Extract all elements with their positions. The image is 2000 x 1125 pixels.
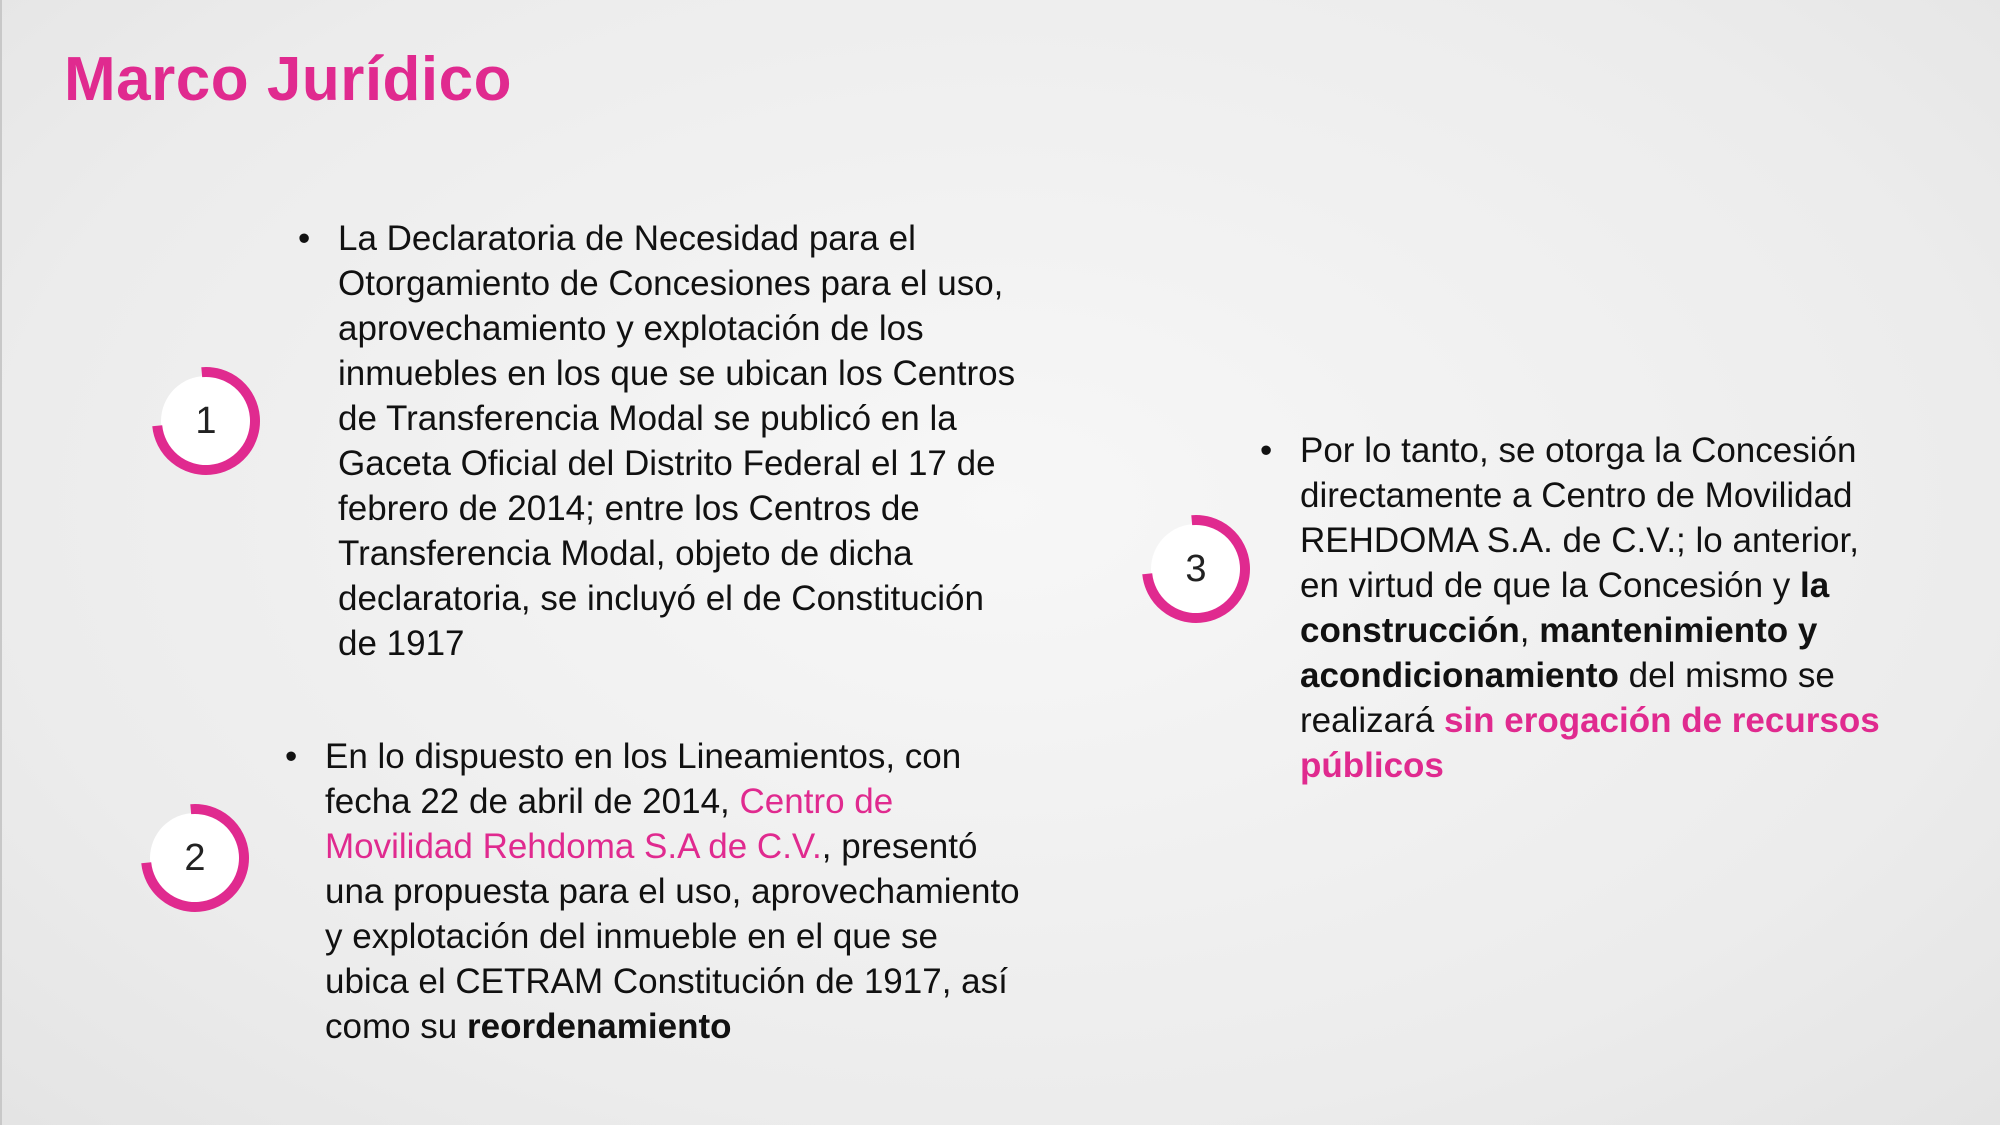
step-number: 3	[1185, 547, 1207, 590]
step-marker-2	[136, 799, 254, 917]
step-marker-3	[1137, 510, 1255, 628]
page-title: Marco Jurídico	[64, 45, 512, 114]
step-number: 2	[184, 836, 206, 879]
company-highlight: Centro de Movilidad Rehdoma S.A de C.V.	[325, 782, 894, 866]
bold-text: la construcción	[1300, 566, 1830, 650]
step-number: 1	[195, 399, 217, 442]
item-text: La Declaratoria de Necesidad para el Otorgamiento de Concesiones para el uso, aprovechamiento y explotación de los inmuebles en los que se ubican los Centros de Transferencia Modal se publicó en la Gaceta Oficial del Distrito Federal el 17 de febrero de 2014; entre los Centros de Transferencia Modal, objeto de dicha declaratoria, se incluyó el de Constitución de 1917	[338, 219, 1016, 663]
highlight-text: sin erogación de recursos públicos	[1300, 701, 1880, 785]
list-item	[298, 216, 1018, 666]
bullet-icon: •	[1260, 431, 1273, 470]
bold-text: mantenimiento y acondicionamiento	[1300, 611, 1818, 695]
list-item	[285, 734, 1025, 1049]
bullet-icon: •	[298, 219, 311, 258]
step-marker-1	[147, 362, 265, 480]
item-text: En lo dispuesto en los Lineamientos, con fecha 22 de abril de 2014, Centro de Movilidad Rehdoma S.A de C.V., presentó una propuesta para el uso, aprovechamiento y explotación del inmueble en el que se ubica el CETRAM Constitución de 1917, así como su reordenamiento	[325, 737, 1020, 1046]
item-text: Por lo tanto, se otorga la Concesión directamente a Centro de Movilidad REHDOMA S.A. de C.V.; lo anterior, en virtud de que la Concesión y la construcción, mantenimiento y acondicionamiento del mismo se realizará sin erogación de recursos públicos	[1300, 431, 1880, 785]
bold-text: reordenamiento	[467, 1007, 732, 1046]
list-item	[1260, 428, 1905, 788]
bullet-icon: •	[285, 737, 298, 776]
